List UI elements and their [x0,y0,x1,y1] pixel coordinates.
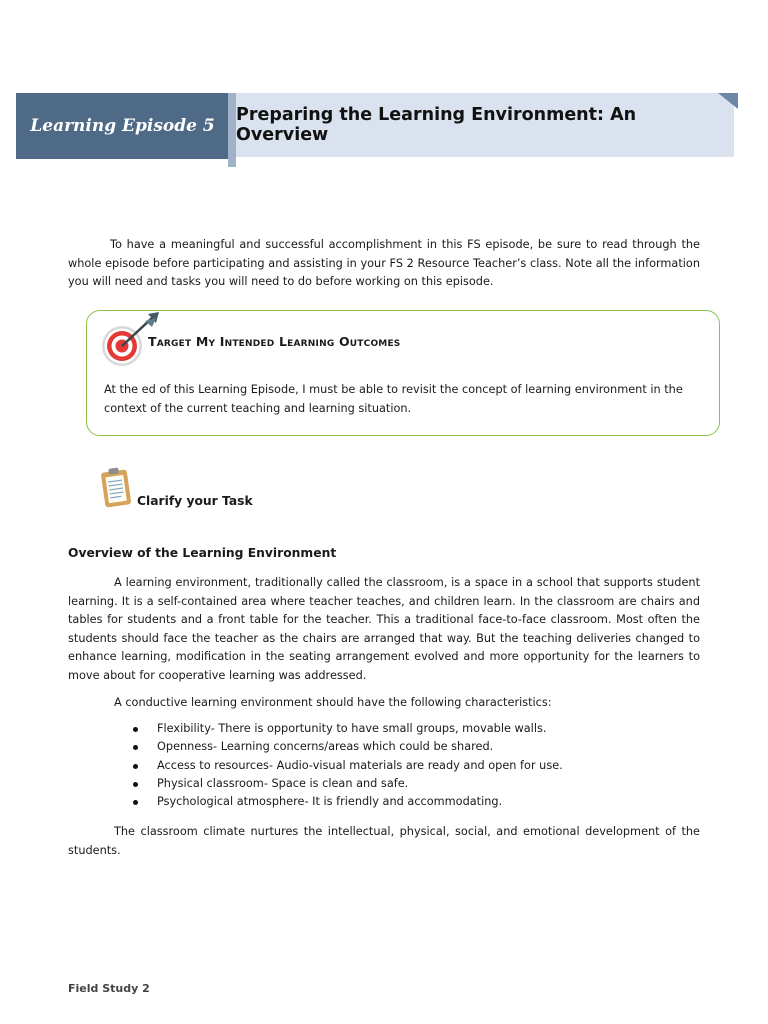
intro-paragraph: To have a meaningful and successful accomplishment in this FS episode, be sure to read through the whole episode before participating and assisting in your FS 2 Resource Teacher’s class. Note all the information you will need and tasks you will need to do before working on this episode. [68,238,700,288]
page-title: Preparing the Learning Environment: An Overview [236,93,734,157]
episode-banner [16,93,738,159]
list-item: Physical classroom- Space is clean and safe. [130,775,563,793]
clarify-task-heading: Clarify your Task [137,494,253,508]
characteristics-list [130,720,563,811]
outcomes-text: At the ed of this Learning Episode, I must be able to revisit the concept of learning environment in the context of the current teaching and learning situation. [104,383,683,415]
outcomes-title: Target My Intended Learning Outcomes [148,334,401,349]
closing-paragraph: The classroom climate nurtures the intellectual, physical, social, and emotional development of the students. [68,825,700,857]
episode-label: Learning Episode 5 [16,93,229,159]
clipboard-icon [100,466,132,508]
characteristics-intro: A conductive learning environment should have the following characteristics: [114,696,552,709]
overview-heading: Overview of the Learning Environment [68,546,337,560]
list-item: Access to resources- Audio-visual materials are ready and open for use. [130,757,563,775]
banner-divider [228,93,236,167]
list-item: Openness- Learning concerns/areas which could be shared. [130,738,563,756]
list-item: Flexibility- There is opportunity to have small groups, movable walls. [130,720,563,738]
list-item: Psychological atmosphere- It is friendly and accommodating. [130,793,563,811]
page-footer: Field Study 2 [68,982,150,995]
page-fold-corner [718,93,738,109]
overview-paragraph: A learning environment, traditionally called the classroom, is a space in a school that supports student learning. It is a self-contained area where teacher teaches, and children learn. In the classroom are chairs and tables for students and a front table for the teacher. This a traditional face-to-face classroom. Most often the students should face the teacher as the chairs are arranged that way. But the teaching deliveries changed to enhance learning, modification in the seating arrangement evolved and more opportunity for the learners to move about for cooperative learning was addressed. [68,576,700,682]
